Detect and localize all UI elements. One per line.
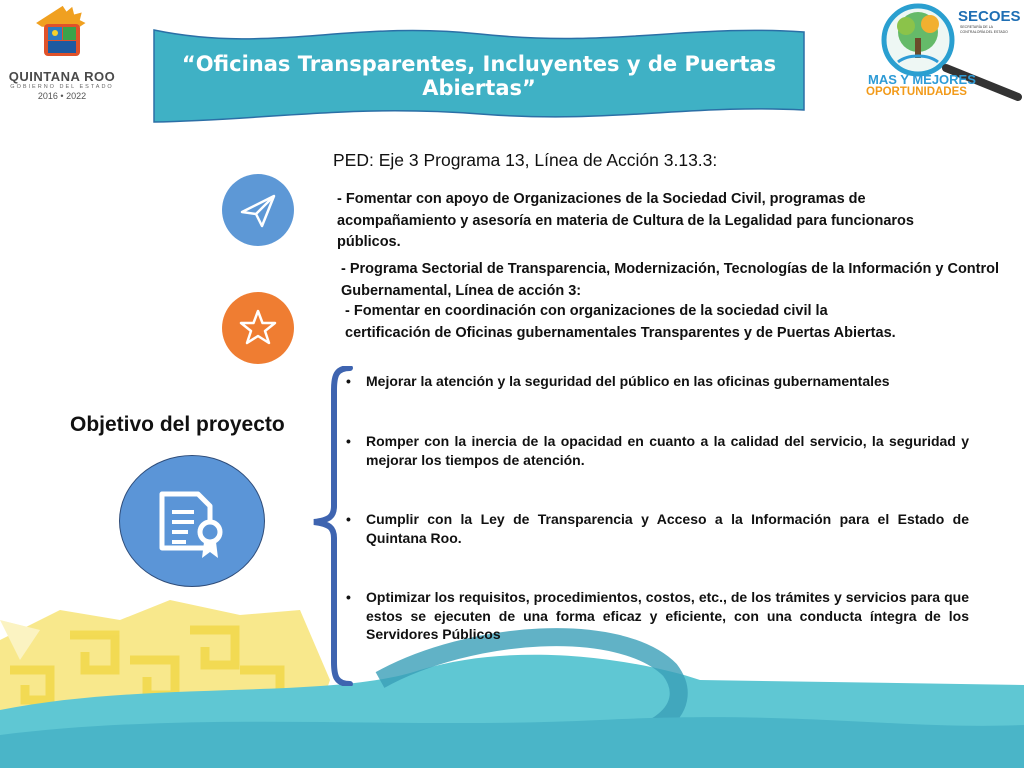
sectoral-program-paragraph: - Programa Sectorial de Transparencia, Modernización, Tecnologías de la Información y Control Gubernamental, Línea de acción 3:: [341, 261, 1000, 299]
bullet-dot: •: [346, 433, 351, 449]
certificate-circle: [119, 455, 265, 587]
state-subtitle: GOBIERNO DEL ESTADO: [10, 84, 114, 90]
objective-item: [345, 372, 969, 391]
objective-text: Romper con la inercia de la opacidad en cuanto a la calidad del servicio, la seguridad y mejorar los tiempos de atención.: [366, 433, 969, 468]
secoes-slogan-line2: OPORTUNIDADES: [866, 86, 967, 98]
action-line-paragraph: - Fomentar con apoyo de Organizaciones de la Sociedad Civil, programas de acompañamiento y asesoría en materia de Cultura de la Legalidad para funcionaros públicos.: [337, 191, 914, 250]
paper-plane-icon: [222, 174, 294, 246]
objective-item: [345, 432, 969, 469]
objective-text: Cumplir con la Ley de Transparencia y Acceso a la Información para el Estado de Quintana Roo.: [366, 511, 969, 546]
bullet-dot: •: [346, 511, 351, 527]
ped-heading: PED: Eje 3 Programa 13, Línea de Acción 3.13.3:: [333, 150, 718, 170]
objective-text: Mejorar la atención y la seguridad del público en las oficinas gubernamentales: [366, 373, 890, 389]
secoes-subtitle: SECRETARÍA DE LA CONTRALORÍA DEL ESTADO: [960, 25, 1008, 34]
quintana-roo-logo: [8, 4, 116, 104]
objective-item: [345, 588, 969, 644]
state-name: QUINTANA ROO: [8, 69, 116, 84]
bullet-dot: •: [346, 589, 351, 605]
objective-item: [345, 510, 969, 547]
bullet-dot: •: [346, 373, 351, 389]
certificate-icon: [120, 456, 264, 586]
certification-paragraph: - Fomentar en coordinación con organizaciones de la sociedad civil la certificación de Oficinas gubernamentales Transparentes y de Puertas Abiertas.: [345, 303, 896, 341]
objective-text: Optimizar los requisitos, procedimientos, costos, etc., de los trámites y servicios para que estos se ejecuten de una forma eficaz y eficiente, con una conducta íntegra de los Servidores Públicos: [366, 589, 969, 642]
secoes-name: SECOES: [958, 8, 1021, 25]
objective-title: Objetivo del proyecto: [70, 413, 285, 436]
secoes-logo: [858, 2, 1024, 102]
secoes-slogan-line1: MAS Y MEJORES: [868, 72, 976, 87]
star-circle: [222, 292, 294, 364]
state-shield-icon: [36, 4, 88, 62]
state-years: 2016 • 2022: [37, 91, 87, 101]
paper-plane-circle: [222, 174, 294, 246]
banner-title: “Oficinas Transparentes, Incluyentes y de Puertas Abiertas”: [181, 52, 777, 100]
star-icon: [222, 292, 294, 364]
